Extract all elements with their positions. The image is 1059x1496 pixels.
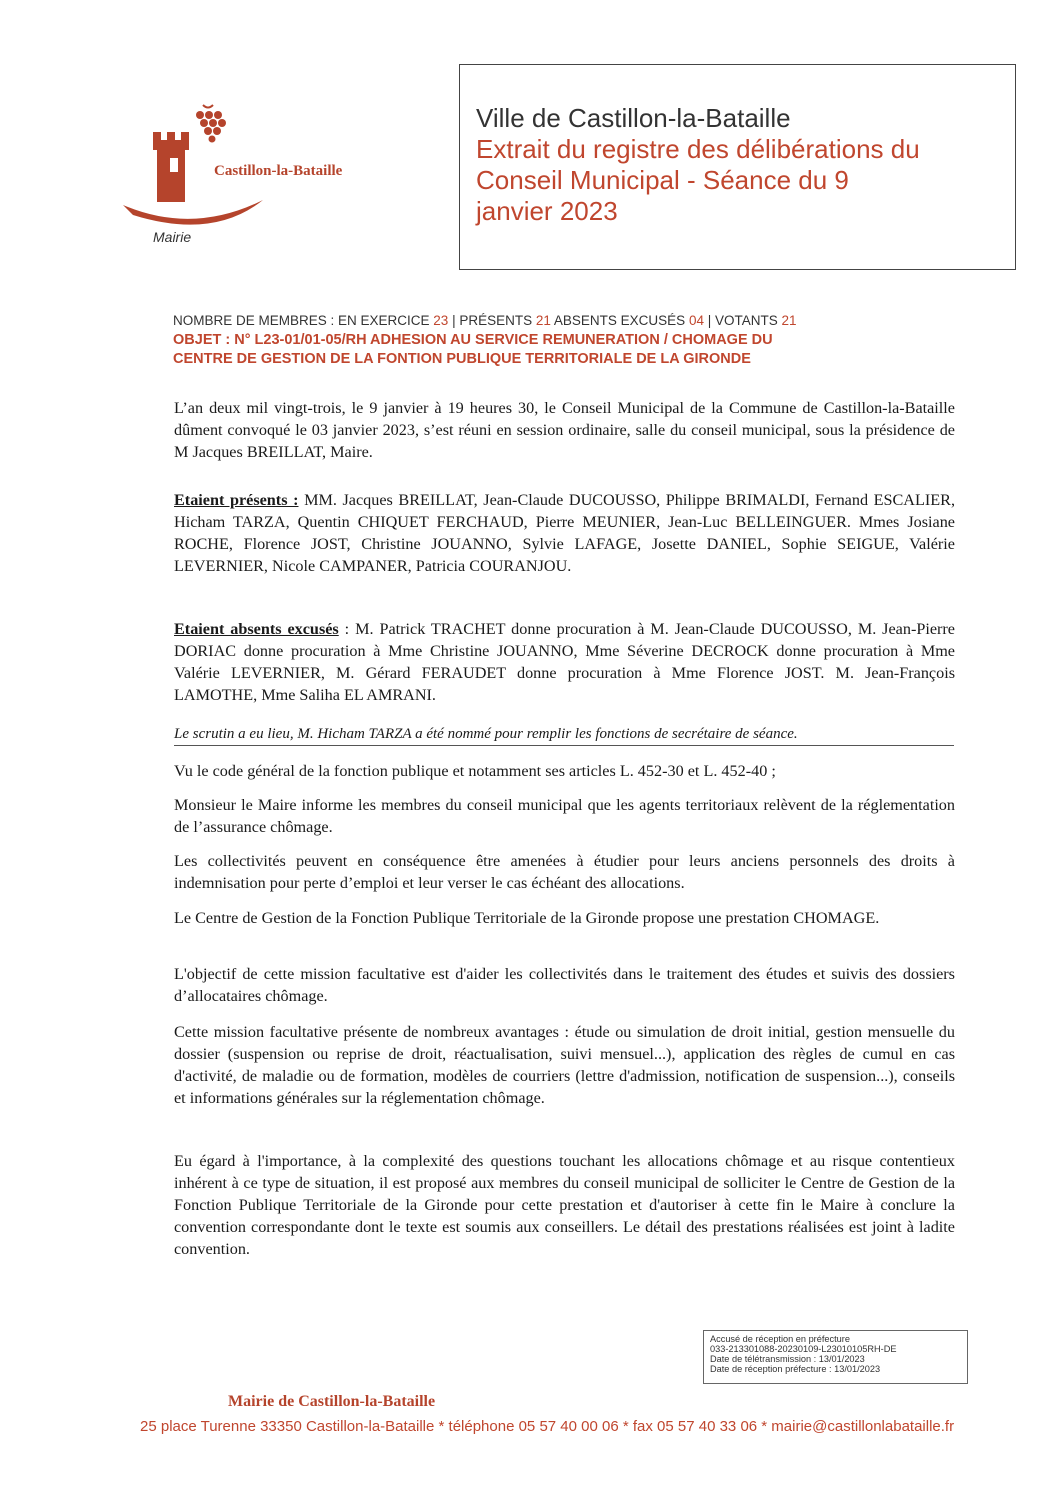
footer-address: 25 place Turenne 33350 Castillon-la-Bataille * téléphone 05 57 40 00 06 * fax 05 57 40 33 06 * mairie@castillonlabataille.fr (140, 1418, 955, 1435)
presents-paragraph (174, 489, 955, 577)
stamp-line-2: 033-213301088-20230109-L23010105RH-DE (710, 1344, 897, 1354)
body-paragraph-5: L'objectif de cette mission facultative est d'aider les collectivités dans le traitement des études et suivis des dossiers d’allocataires chômage. (174, 965, 955, 1005)
header-city: Ville de Castillon-la-Bataille (476, 103, 791, 133)
presents-label: Etaient présents : (174, 491, 299, 509)
stamp-line-3: Date de télétransmission : 13/01/2023 (710, 1354, 865, 1364)
logo-name: Castillon-la-Bataille (214, 163, 343, 179)
objet-line-1: OBJET : N° L23-01/01-05/RH ADHESION AU SERVICE REMUNERATION / CHOMAGE DU (173, 332, 773, 348)
members-absents: 04 (688, 313, 704, 328)
footer-name: Mairie de Castillon-la-Bataille (228, 1393, 436, 1410)
objet-line-2: CENTRE DE GESTION DE LA FONTION PUBLIQUE TERRITORIALE DE LA GIRONDE (173, 351, 751, 367)
body-paragraph-1: Vu le code général de la fonction publique et notamment ses articles L. 452-30 et L. 452-40 ; (174, 762, 776, 780)
header-line-3: janvier 2023 (476, 196, 618, 226)
members-absents-label: ABSENTS EXCUSÉS (550, 313, 689, 328)
members-prefix: NOMBRE DE MEMBRES : EN EXERCICE (173, 313, 434, 328)
header-line-2: Conseil Municipal - Séance du 9 (476, 165, 849, 195)
members-votants-label: | VOTANTS (703, 313, 782, 328)
absents-label: Etaient absents excusés (174, 620, 339, 638)
body-paragraph-7: Eu égard à l'importance, à la complexité des questions touchant les allocations chômage et au risque contentieux inhérent à ce type de situation, il est proposé aux membres du conseil municipal de solliciter le Centre de Gestion de la Fonction Publique Territoriale de la Gironde pour cette prestation et d'autoriser à cette fin le Maire à conclure la convention correspondante dont le texte est soumis aux conseillers. Le détail des prestations réalisées est joint à ladite convention. (174, 1152, 955, 1258)
header-line-1: Extrait du registre des délibérations du (476, 134, 920, 164)
presents-text: MM. Jacques BREILLAT, Jean-Claude DUCOUSSO, Philippe BRIMALDI, Fernand ESCALIER, Hicham TARZA, Quentin CHIQUET FERCHAUD, Pierre MEUNIER, Jean-Luc BELLEINGUER. Mmes Josiane ROCHE, Florence JOST, Christine JOUANNO, Sylvie LAFAGE, Josette DANIEL, Sophie SEIGUE, Valérie LEVERNIER, Nicole CAMPANER, Patricia COURANJOU. (174, 491, 956, 575)
header-box (459, 64, 1016, 270)
members-presents: 21 (535, 313, 551, 328)
stamp-line-4: Date de réception préfecture : 13/01/2023 (710, 1364, 881, 1374)
members-votants: 21 (781, 313, 797, 328)
body-paragraph-6: Cette mission facultative présente de nombreux avantages : étude ou simulation de droit initial, gestion mensuelle du dossier (suspension ou reprise de droit, réactualisation, suivi mensuel...), application des règles de cumul en cas d'activité, de maladie ou de formation, modèles de courriers (lettre d'admission, notification de suspension...), conseils et informations générales sur la réglementation chômage. (174, 1023, 955, 1107)
tower-icon (153, 132, 189, 202)
members-en-exercice: 23 (433, 313, 449, 328)
body-paragraph-2: Monsieur le Maire informe les membres du conseil municipal que les agents territoriaux relèvent de la réglementation de l’assurance chômage. (174, 796, 955, 836)
members-presents-label: | PRÉSENTS (448, 313, 536, 328)
body-paragraph-3: Les collectivités peuvent en conséquence être amenées à étudier pour leurs anciens personnels des droits à indemnisation pour perte d’emploi et leur verser le cas échéant des allocations. (174, 852, 955, 892)
absents-paragraph (174, 618, 955, 706)
body-paragraph-4: Le Centre de Gestion de la Fonction Publique Territoriale de la Gironde propose une prestation CHOMAGE. (174, 909, 880, 927)
objet-title (173, 331, 973, 369)
members-line (173, 313, 797, 328)
stamp-line-1: Accusé de réception en préfecture (710, 1334, 850, 1344)
river-icon (123, 200, 263, 225)
intro-paragraph: L’an deux mil vingt-trois, le 9 janvier à 19 heures 30, le Conseil Municipal de la Commune de Castillon-la-Bataille dûment convoqué le 03 janvier 2023, s’est réuni en session ordinaire, salle du conseil municipal, sous la présidence de M Jacques BREILLAT, Maire. (174, 399, 955, 461)
scrutin-line: Le scrutin a eu lieu, M. Hicham TARZA a été nommé pour remplir les fonctions de secrétaire de séance. (174, 726, 954, 746)
logo-subtitle: Mairie (153, 229, 192, 245)
absents-text: : M. Patrick TRACHET donne procuration à M. Jean-Claude DUCOUSSO, M. Jean-Pierre DORIAC donne procuration à Mme Christine JOUANNO, Mme Séverine DECROCK donne procuration à Mme Valérie LEVERNIER, M. Gérard FERAUDET donne procuration à Mme Florence JOST. M. Jean-François LAMOTHE, Mme Saliha EL AMRANI. (174, 620, 955, 704)
grapes-icon (196, 105, 226, 143)
prefecture-stamp (703, 1330, 968, 1384)
